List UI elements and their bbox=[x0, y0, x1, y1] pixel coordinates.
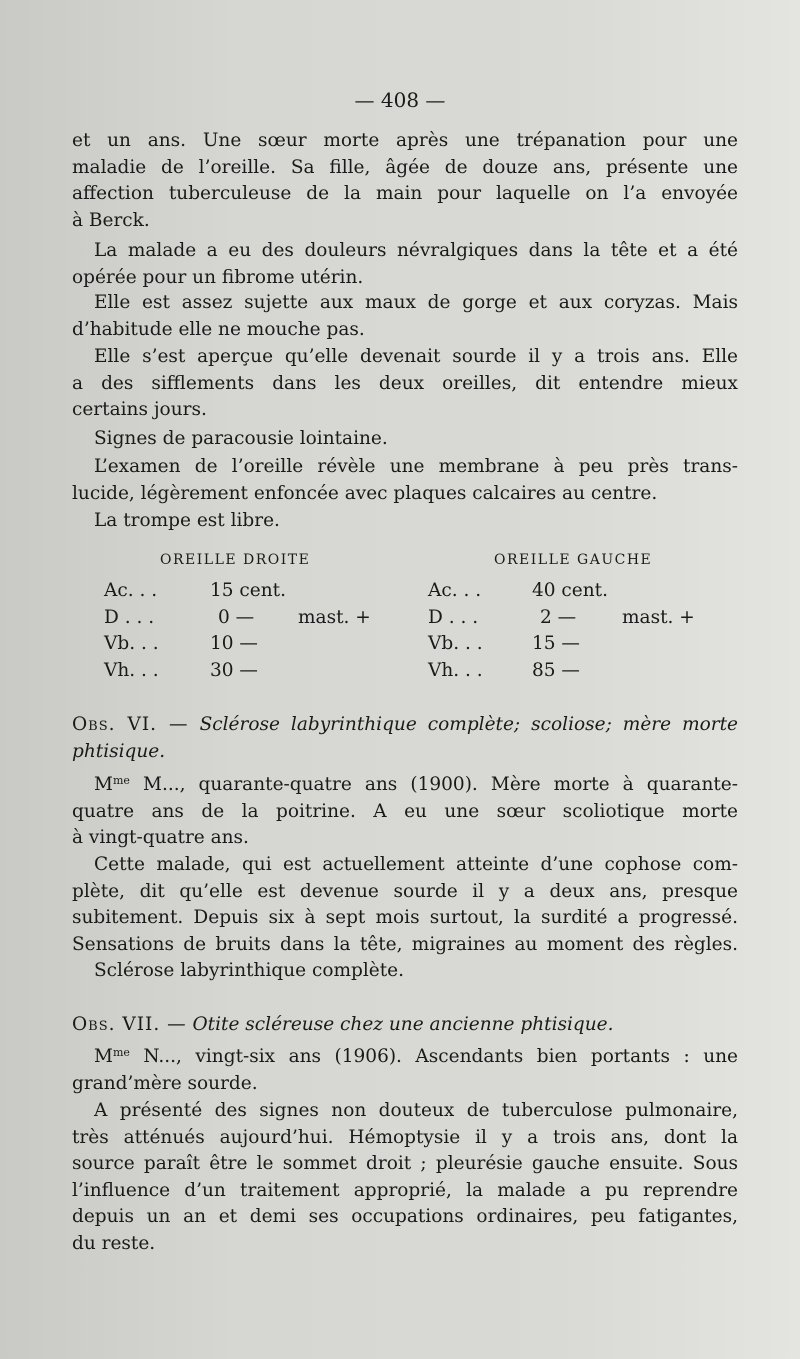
table-label: D . . . bbox=[104, 607, 155, 628]
obs-vii-title: Otite scléreuse chez une ancienne phtisique. bbox=[192, 1014, 614, 1035]
obs-vii-label: Obs. VII. — bbox=[72, 1014, 187, 1035]
table-value: 40 cent. bbox=[532, 580, 608, 601]
paragraph-throat: Elle est assez sujette aux maux de gorge et aux coryzas. Mais d’habitude elle ne mouche pas. bbox=[72, 292, 738, 340]
obs-vi-conclusion: Sclérose labyrinthique complète. bbox=[94, 960, 404, 981]
obs-vi-paragraph-patient: $M^{me}$ M..., quarante-quatre ans (1900). Mère morte à quarante- quatre ans de la poitrine. A eu une sœur scoliotique morte à vingt-quatre ans. bbox=[72, 774, 738, 849]
obs-vi-paragraph-cophose: Cette malade, qui est actuellement atteinte d’une cophose com- plète, dit qu’elle est devenue sourde il y a deux ans, presque subitement. Depuis six à sept mois surtout, la surdité a progressé. Sensations de bruits dans la tête, migraines au moment des règles. bbox=[72, 854, 738, 955]
table-value: 85 — bbox=[532, 660, 580, 681]
table-label: Vh. . . bbox=[104, 660, 159, 681]
page-number: — 408 — bbox=[354, 88, 446, 112]
table-value: 15 cent. bbox=[210, 580, 286, 601]
paragraph-paracousis: Signes de paracousie lointaine. bbox=[94, 428, 388, 449]
table-value: 30 — bbox=[210, 660, 258, 681]
paragraph-deafness: Elle s’est aperçue qu’elle devenait sourde il y a trois ans. Elle a des sifflements dans les deux oreilles, dit entendre mieux certains jours. bbox=[72, 346, 738, 421]
table-label: Ac. . . bbox=[104, 580, 158, 601]
table-label: Ac. . . bbox=[428, 580, 482, 601]
paragraph-trompe: La trompe est libre. bbox=[94, 510, 280, 531]
obs-vi-heading: Obs. VI. — Sclérose labyrinthique complète; scoliose; mère morte phtisique. bbox=[72, 714, 738, 762]
obs-vii-paragraph-tuberculosis: A présenté des signes non douteux de tuberculose pulmonaire, très atténués aujourd’hui. Hémoptysie il y a trois ans, dont la source paraît être le sommet droit ; pleurésie gauche ensuite. Sous l’influence d’un traitement approprié, la malade a pu reprendre depuis un an et demi ses occupations ordinaires, peu fatigantes, du reste. bbox=[72, 1100, 738, 1254]
table-extra: mast. + bbox=[622, 607, 695, 628]
table-label: Vb. . . bbox=[428, 633, 483, 654]
obs-vii-paragraph-patient: $M^{me}$ N..., vingt-six ans (1906). Ascendants bien portants : une grand’mère sourde. bbox=[72, 1046, 738, 1094]
table-label: D . . . bbox=[428, 607, 479, 628]
table-value: 2 — bbox=[540, 607, 577, 628]
table-value: 15 — bbox=[532, 633, 580, 654]
paragraph-examination: L’examen de l’oreille révèle une membrane à peu près trans- lucide, légèrement enfoncée avec plaques calcaires au centre. bbox=[72, 456, 738, 504]
table-extra: mast. + bbox=[298, 607, 371, 628]
table-header-left-ear: OREILLE GAUCHE bbox=[494, 552, 653, 568]
obs-vi-label: Obs. VI. — bbox=[72, 714, 189, 735]
paragraph-neuralgia: La malade a eu des douleurs névralgiques dans la tête et a été opérée pour un fibrome utérin. bbox=[72, 240, 738, 288]
obs-vi-title: Sclérose labyrinthique complète; scoliose; mère morte bbox=[199, 714, 738, 735]
table-label: Vh. . . bbox=[428, 660, 483, 681]
table-label: Vb. . . bbox=[104, 633, 159, 654]
paragraph-family-history: et un ans. Une sœur morte après une trépanation pour une maladie de l’oreille. Sa fille, âgée de douze ans, présente une affection tuberculeuse de la main pour laquelle on l’a envoyée à Berck. bbox=[72, 130, 738, 231]
table-value: 0 — bbox=[218, 607, 255, 628]
table-header-right-ear: OREILLE DROITE bbox=[160, 552, 311, 568]
table-value: 10 — bbox=[210, 633, 258, 654]
obs-vii-heading bbox=[72, 1012, 738, 1039]
